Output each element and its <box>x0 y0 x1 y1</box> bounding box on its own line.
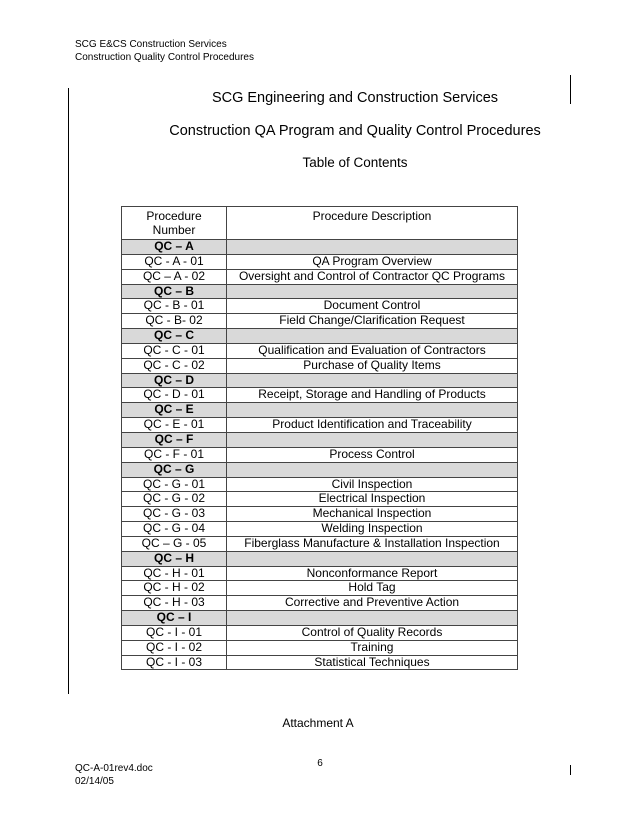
procedure-description: Purchase of Quality Items <box>227 358 518 373</box>
procedure-description: Mechanical Inspection <box>227 507 518 522</box>
section-row <box>122 240 518 255</box>
procedure-description <box>227 551 518 566</box>
procedure-row <box>122 492 518 507</box>
page-number: 6 <box>317 758 323 769</box>
procedure-number: QC - I - 02 <box>122 640 227 655</box>
procedure-description: Document Control <box>227 299 518 314</box>
procedure-row <box>122 640 518 655</box>
attachment-label: Attachment A <box>282 716 354 730</box>
procedure-number: QC – H <box>122 551 227 566</box>
toc-body <box>122 240 518 670</box>
procedure-row <box>122 655 518 670</box>
procedure-row <box>122 625 518 640</box>
procedure-description <box>227 611 518 626</box>
procedure-number: QC - E - 01 <box>122 418 227 433</box>
procedure-description <box>227 403 518 418</box>
procedure-number: QC - A - 01 <box>122 254 227 269</box>
procedure-row <box>122 314 518 329</box>
footer-filename: QC-A-01rev4.doc <box>75 763 153 774</box>
procedure-number: QC – C <box>122 329 227 344</box>
company-title: SCG Engineering and Construction Services <box>211 90 499 106</box>
procedure-description: Electrical Inspection <box>227 492 518 507</box>
procedure-description <box>227 462 518 477</box>
procedure-row <box>122 566 518 581</box>
procedure-row <box>122 507 518 522</box>
procedure-row <box>122 358 518 373</box>
procedure-number: QC - G - 03 <box>122 507 227 522</box>
procedure-description: Product Identification and Traceability <box>227 418 518 433</box>
procedure-number: QC - G - 01 <box>122 477 227 492</box>
procedure-number: QC - I - 03 <box>122 655 227 670</box>
procedure-description: Fiberglass Manufacture & Installation Inspection <box>227 536 518 551</box>
procedure-description <box>227 284 518 299</box>
procedure-number: QC - B - 01 <box>122 299 227 314</box>
right-change-bar-bottom <box>570 765 571 775</box>
program-title: Construction QA Program and Quality Control Procedures <box>169 123 541 139</box>
procedure-description: Field Change/Clarification Request <box>227 314 518 329</box>
procedure-description: Receipt, Storage and Handling of Products <box>227 388 518 403</box>
procedure-description: Welding Inspection <box>227 522 518 537</box>
procedure-row <box>122 447 518 462</box>
left-change-bar <box>68 88 69 694</box>
procedure-description: Nonconformance Report <box>227 566 518 581</box>
toc-table <box>121 206 518 670</box>
procedure-number: QC – G - 05 <box>122 536 227 551</box>
toc-header-row <box>122 207 518 240</box>
procedure-description: Qualification and Evaluation of Contractors <box>227 343 518 358</box>
procedure-row <box>122 522 518 537</box>
toc-title: Table of Contents <box>302 155 408 170</box>
section-row <box>122 403 518 418</box>
section-row <box>122 462 518 477</box>
procedure-number: QC – A - 02 <box>122 269 227 284</box>
procedure-row <box>122 536 518 551</box>
section-row <box>122 329 518 344</box>
procedure-number: QC – A <box>122 240 227 255</box>
procedure-description: Statistical Techniques <box>227 655 518 670</box>
procedure-number: QC - C - 02 <box>122 358 227 373</box>
procedure-description: Oversight and Control of Contractor QC Programs <box>227 269 518 284</box>
procedure-row <box>122 269 518 284</box>
procedure-description: Training <box>227 640 518 655</box>
procedure-description: Process Control <box>227 447 518 462</box>
header-document: Construction Quality Control Procedures <box>75 52 254 63</box>
procedure-row <box>122 254 518 269</box>
procedure-description <box>227 240 518 255</box>
procedure-description <box>227 329 518 344</box>
procedure-row <box>122 418 518 433</box>
procedure-row <box>122 581 518 596</box>
procedure-description: QA Program Overview <box>227 254 518 269</box>
procedure-description <box>227 432 518 447</box>
procedure-description <box>227 373 518 388</box>
procedure-number: QC - H - 02 <box>122 581 227 596</box>
procedure-description: Civil Inspection <box>227 477 518 492</box>
procedure-number: QC – F <box>122 432 227 447</box>
procedure-row <box>122 343 518 358</box>
procedure-description: Corrective and Preventive Action <box>227 596 518 611</box>
procedure-number: QC - G - 02 <box>122 492 227 507</box>
procedure-number: QC - H - 01 <box>122 566 227 581</box>
section-row <box>122 373 518 388</box>
procedure-row <box>122 596 518 611</box>
procedure-number: QC – I <box>122 611 227 626</box>
col-procedure-description: Procedure Description <box>227 207 518 240</box>
procedure-number: QC – B <box>122 284 227 299</box>
section-row <box>122 611 518 626</box>
procedure-row <box>122 388 518 403</box>
procedure-number: QC - D - 01 <box>122 388 227 403</box>
section-row <box>122 284 518 299</box>
procedure-number: QC - G - 04 <box>122 522 227 537</box>
procedure-number: QC - H - 03 <box>122 596 227 611</box>
procedure-number: QC - F - 01 <box>122 447 227 462</box>
procedure-description: Control of Quality Records <box>227 625 518 640</box>
procedure-row <box>122 477 518 492</box>
procedure-number: QC - I - 01 <box>122 625 227 640</box>
procedure-number: QC – G <box>122 462 227 477</box>
procedure-number: QC – D <box>122 373 227 388</box>
procedure-number: QC – E <box>122 403 227 418</box>
procedure-row <box>122 299 518 314</box>
section-row <box>122 432 518 447</box>
section-row <box>122 551 518 566</box>
procedure-number: QC - B- 02 <box>122 314 227 329</box>
header-company: SCG E&CS Construction Services <box>75 39 227 50</box>
procedure-number: QC - C - 01 <box>122 343 227 358</box>
footer-date: 02/14/05 <box>75 776 114 787</box>
procedure-description: Hold Tag <box>227 581 518 596</box>
col-procedure-number: Procedure Number <box>122 207 227 240</box>
